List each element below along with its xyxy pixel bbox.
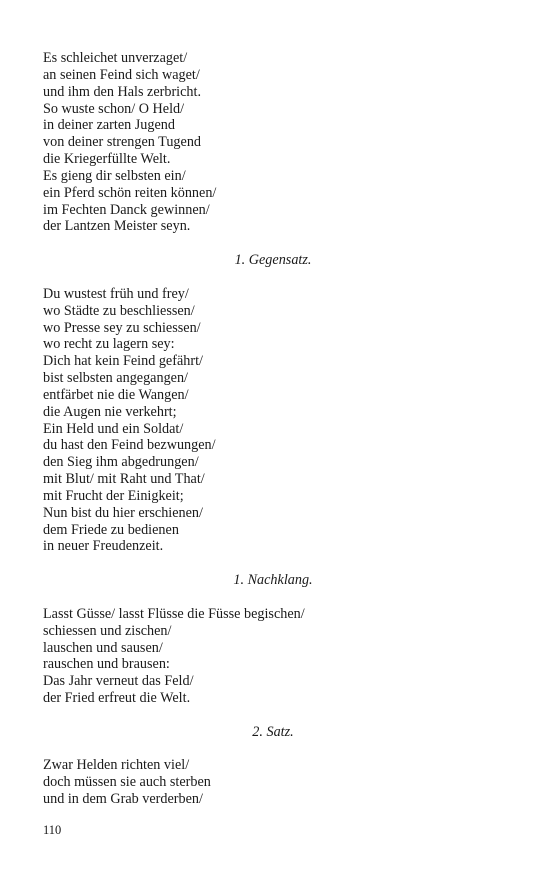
- verse-line: Ein Held und ein Soldat/: [43, 420, 184, 437]
- verse-line: in deiner zarten Jugend: [43, 117, 175, 134]
- stanza-gap: [43, 269, 503, 286]
- section-heading: 1. Nachklang.: [233, 572, 313, 589]
- verse-line: dem Friede zu bedienen: [43, 521, 179, 538]
- stanza-gap: [43, 741, 503, 758]
- verse-line: Nun bist du hier erschienen/: [43, 504, 203, 521]
- section-heading: 1. Gegensatz.: [234, 252, 312, 269]
- verse-line: der Fried erfreut die Welt.: [43, 690, 191, 707]
- verse-line: ein Pferd schön reiten können/: [43, 184, 217, 201]
- verse-line: im Fechten Danck gewinnen/: [43, 201, 210, 218]
- stanza-1: [43, 50, 503, 235]
- verse-line: die Kriegerfüllte Welt.: [43, 151, 171, 168]
- section-heading: 2. Satz.: [252, 723, 294, 740]
- verse-line: wo Städte zu beschliessen/: [43, 302, 195, 319]
- verse-line: Zwar Helden richten viel/: [43, 757, 190, 774]
- verse-line: wo recht zu lagern sey:: [43, 336, 175, 353]
- verse-line: an seinen Feind sich waget/: [43, 66, 200, 83]
- verse-line: wo Presse sey zu schiessen/: [43, 319, 201, 336]
- verse-line: rauschen und brausen:: [43, 656, 170, 673]
- verse-line: mit Blut/ mit Raht und That/: [43, 471, 205, 488]
- verse-line: von deiner strengen Tugend: [43, 134, 202, 151]
- verse-line: lauschen und sausen/: [43, 639, 163, 656]
- stanza-gap: [43, 589, 503, 606]
- stanza-3: [43, 606, 503, 707]
- verse-line: bist selbsten angegangen/: [43, 370, 188, 387]
- verse-line: Dich hat kein Feind gefährt/: [43, 353, 203, 370]
- verse-line: Lasst Güsse/ lasst Flüsse die Füsse begischen/: [43, 605, 305, 622]
- stanza-gap: [43, 555, 503, 572]
- verse-line: schiessen und zischen/: [43, 622, 172, 639]
- verse-line: So wuste schon/ O Held/: [43, 100, 185, 117]
- verse-line: doch müssen sie auch sterben: [43, 774, 211, 791]
- verse-line: und in dem Grab verderben/: [43, 791, 203, 808]
- verse-line: und ihm den Hals zerbricht.: [43, 83, 201, 100]
- verse-line: mit Frucht der Einigkeit;: [43, 487, 184, 504]
- verse-line: Es schleichet unverzaget/: [43, 50, 188, 66]
- page-number: 110: [43, 823, 62, 837]
- verse-line: die Augen nie verkehrt;: [43, 403, 177, 420]
- verse-line: entfärbet nie die Wangen/: [43, 386, 189, 403]
- verse-line: in neuer Freudenzeit.: [43, 538, 164, 555]
- verse-line: den Sieg ihm abgedrungen/: [43, 454, 199, 471]
- verse-line: du hast den Feind bezwungen/: [43, 437, 216, 454]
- stanza-gap: [43, 235, 503, 252]
- stanza-2: [43, 286, 503, 556]
- stanza-gap: [43, 707, 503, 724]
- poem-body: [43, 50, 503, 808]
- stanza-4: [43, 757, 503, 808]
- verse-line: Du wustest früh und frey/: [43, 285, 189, 302]
- verse-line: Das Jahr verneut das Feld/: [43, 673, 194, 690]
- verse-line: der Lantzen Meister seyn.: [43, 218, 191, 235]
- verse-line: Es gieng dir selbsten ein/: [43, 167, 186, 184]
